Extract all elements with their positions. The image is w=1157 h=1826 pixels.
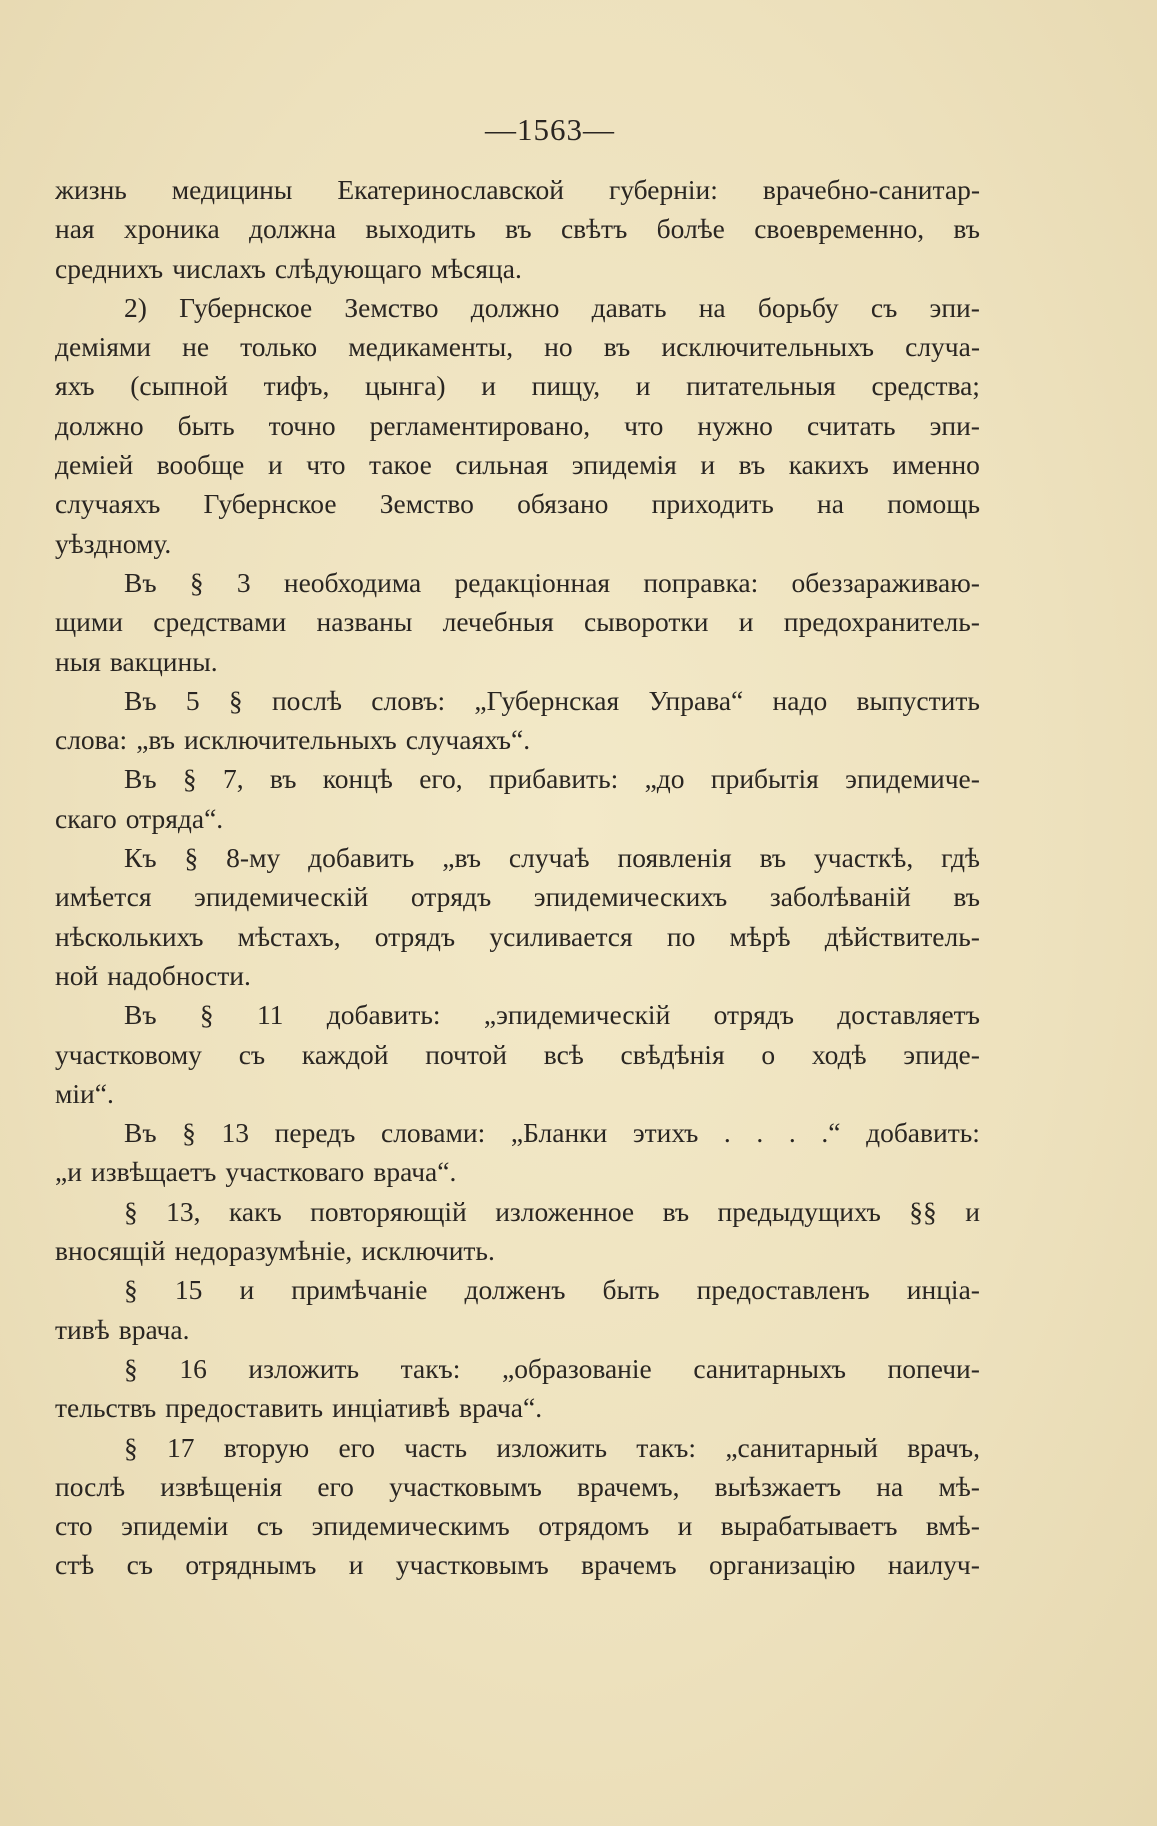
text-line: деміями не только медикаменты, но въ исключительныхъ случа- bbox=[55, 331, 980, 363]
text-line: деміей вообще и что такое сильная эпидемія и въ какихъ именно bbox=[55, 449, 980, 481]
text-line: Въ § 11 добавить: „эпидемическій отрядъ доставляетъ bbox=[124, 999, 980, 1031]
text-line: § 16 изложить такъ: „образованіе санитарныхъ попечи- bbox=[124, 1352, 980, 1384]
text-line: „и извѣщаетъ участковаго врача“. bbox=[55, 1156, 457, 1188]
text-line: стѣ съ отряднымъ и участковымъ врачемъ организацію наилуч- bbox=[55, 1549, 980, 1581]
text-line: ныя вакцины. bbox=[55, 645, 218, 677]
text-line: жизнь медицины Екатеринославской губерніи: врачебно-санитар- bbox=[55, 174, 980, 205]
text-line: случаяхъ Губернское Земство обязано приходить на помощь bbox=[55, 488, 980, 520]
text-line: послѣ извѣщенія его участковымъ врачемъ, выѣзжаетъ на мѣ- bbox=[55, 1470, 980, 1502]
text-line: скаго отряда“. bbox=[55, 802, 224, 834]
text-line: нѣсколькихъ мѣстахъ, отрядъ усиливается по мѣрѣ дѣйствитель- bbox=[55, 920, 980, 952]
text-line: должно быть точно регламентировано, что нужно считать эпи- bbox=[55, 409, 980, 441]
text-line: тельствъ предоставить инціативѣ врача“. bbox=[55, 1392, 543, 1424]
text-line: ной надобности. bbox=[55, 959, 251, 991]
text-line: Въ § 7, въ концѣ его, прибавить: „до прибытія эпидемиче- bbox=[124, 763, 980, 795]
body-text bbox=[55, 170, 980, 1585]
text-line: Въ 5 § послѣ словъ: „Губернская Управа“ надо выпустить bbox=[124, 684, 980, 716]
text-line: щими средствами названы лечебныя сыворотки и предохранитель- bbox=[55, 606, 980, 638]
text-line: участковому съ каждой почтой всѣ свѣдѣнія о ходѣ эпиде- bbox=[55, 1038, 980, 1070]
text-line: § 17 вторую его часть изложить такъ: „санитарный врачъ, bbox=[124, 1431, 980, 1463]
text-line: § 13, какъ повторяющій изложенное въ предыдущихъ §§ и bbox=[124, 1195, 980, 1227]
text-line: ная хроника должна выходить въ свѣтъ болѣе своевременно, въ bbox=[55, 213, 980, 245]
text-line: имѣется эпидемическій отрядъ эпидемическихъ заболѣваній въ bbox=[55, 881, 980, 913]
text-line: слова: „въ исключительныхъ случаяхъ“. bbox=[55, 724, 531, 756]
text-line: сто эпидеміи съ эпидемическимъ отрядомъ и вырабатываетъ вмѣ- bbox=[55, 1510, 980, 1542]
text-line: тивѣ врача. bbox=[55, 1313, 190, 1345]
text-line: вносящій недоразумѣніе, исключить. bbox=[55, 1235, 495, 1267]
text-line: среднихъ числахъ слѣдующаго мѣсяца. bbox=[55, 252, 522, 284]
page-number: —1563— bbox=[485, 112, 615, 147]
text-line: Къ § 8-му добавить „въ случаѣ появленія въ участкѣ, гдѣ bbox=[124, 842, 980, 874]
text-line: яхъ (сыпной тифъ, цынга) и пищу, и питательныя средства; bbox=[55, 370, 980, 402]
text-line: 2) Губернское Земство должно давать на борьбу съ эпи- bbox=[124, 291, 980, 323]
text-line: міи“. bbox=[55, 1077, 114, 1109]
text-line: Въ § 13 передъ словами: „Бланки этихъ . . . .“ добавить: bbox=[124, 1117, 980, 1149]
text-line: § 15 и примѣчаніе долженъ быть предоставленъ инціа- bbox=[124, 1274, 980, 1306]
text-line: уѣздному. bbox=[55, 527, 172, 559]
text-line: Въ § 3 необходима редакціонная поправка: обеззараживаю- bbox=[124, 566, 980, 598]
